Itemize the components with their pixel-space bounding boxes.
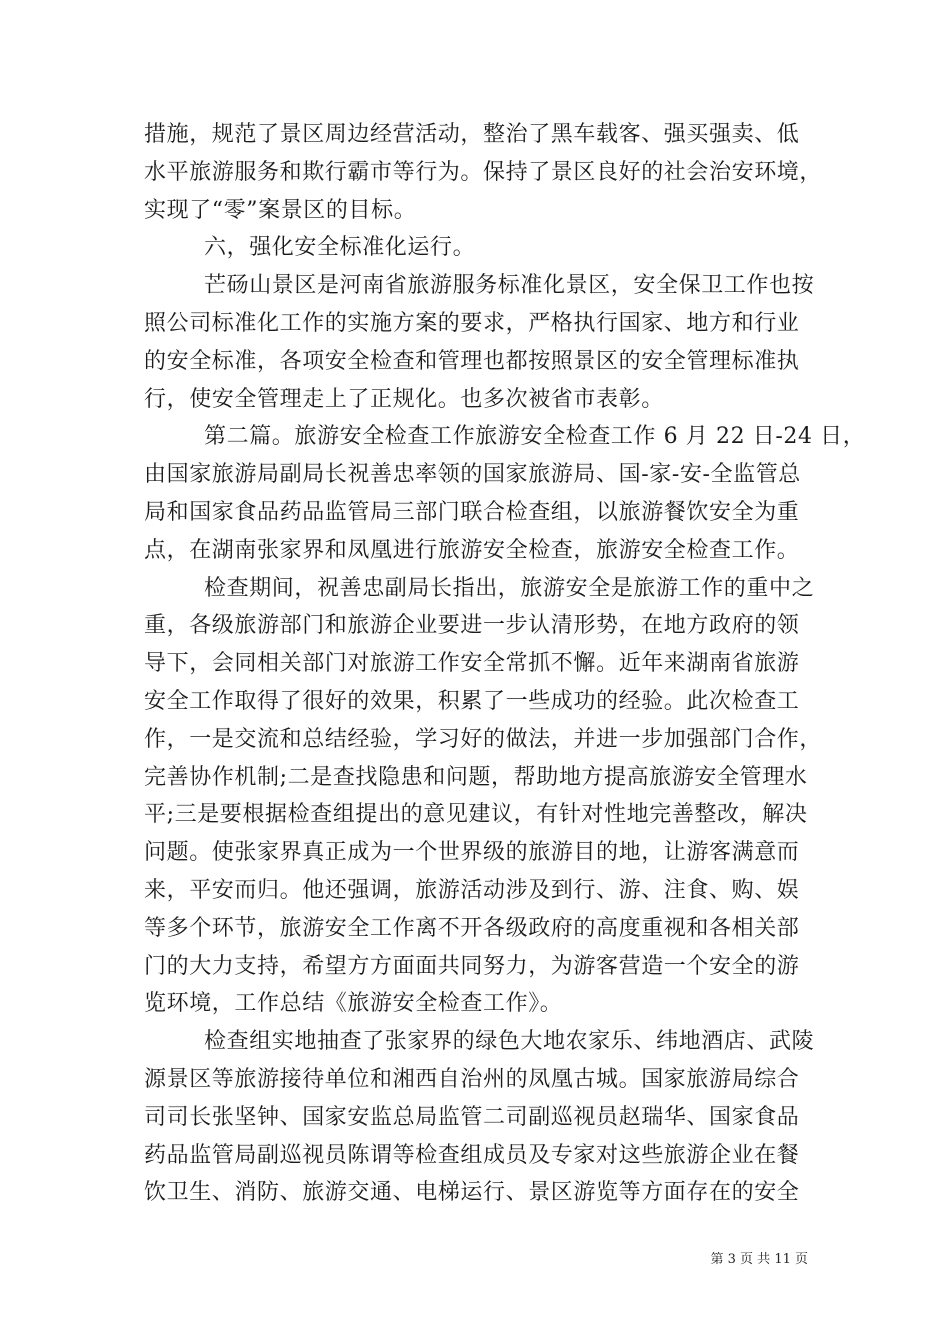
text-line: 局和国家食品药品监管局三部门联合检查组，以旅游餐饮安全为重 (144, 499, 800, 525)
page-number-footer: 第 3 页 共 11 页 (710, 1252, 808, 1267)
text-line: 完善协作机制;二是查找隐患和问题，帮助地方提高旅游安全管理水 (144, 764, 808, 790)
text-line: 检查期间，祝善忠副局长指出，旅游安全是旅游工作的重中之 (204, 575, 815, 601)
text-line: 门的大力支持，希望方方面面共同努力，为游客营造一个安全的游 (144, 953, 800, 979)
paragraph (144, 1023, 815, 1212)
text-line: 重，各级旅游部门和旅游企业要进一步认清形势，在地方政府的领 (144, 613, 800, 639)
text-line: 源景区等旅游接待单位和湘西自治州的凤凰古城。国家旅游局综合 (144, 1066, 800, 1092)
text-line: 作，一是交流和总结经验，学习好的做法，并进一步加强部门合作， (144, 726, 823, 752)
text-line: 等多个环节，旅游安全工作离不开各级政府的高度重视和各相关部 (144, 915, 800, 941)
text-line: 饮卫生、消防、旅游交通、电梯运行、景区游览等方面存在的安全 (144, 1180, 800, 1206)
text-line: 安全工作取得了很好的效果，积累了一些成功的经验。此次检查工 (144, 688, 800, 714)
text-line: 第二篇。旅游安全检查工作旅游安全检查工作 6 月 22 日-24 日， (204, 424, 866, 450)
text-line: 水平旅游服务和欺行霸市等行为。保持了景区良好的社会治安环境， (144, 159, 823, 185)
text-line: 药品监管局副巡视员陈谓等检查组成员及专家对这些旅游企业在餐 (144, 1142, 800, 1168)
text-line: 检查组实地抽查了张家界的绿色大地农家乐、纬地酒店、武陵 (204, 1029, 815, 1055)
paragraph (144, 229, 809, 267)
text-line: 来，平安而归。他还强调，旅游活动涉及到行、游、注食、购、娱 (144, 877, 800, 903)
text-line: 照公司标准化工作的实施方案的要求，严格执行国家、地方和行业 (144, 310, 800, 336)
text-line: 司司长张坚钟、国家安监总局监管二司副巡视员赵瑞华、国家食品 (144, 1104, 800, 1130)
text-line: 问题。使张家界真正成为一个世界级的旅游目的地，让游客满意而 (144, 840, 800, 866)
paragraph (144, 418, 866, 569)
text-line: 览环境，工作总结《旅游安全检查工作》。 (144, 991, 563, 1017)
paragraph (144, 570, 823, 1024)
text-line: 的安全标准，各项安全检查和管理也都按照景区的安全管理标准执 (144, 348, 800, 374)
text-line: 点，在湖南张家界和凤凰进行旅游安全检查，旅游安全检查工作。 (144, 537, 800, 563)
text-line: 导下，会同相关部门对旅游工作安全常抓不懈。近年来湖南省旅游 (144, 651, 800, 677)
paragraph (144, 267, 815, 418)
text-line: 六，强化安全标准化运行。 (204, 235, 476, 261)
text-line: 平;三是要根据检查组提出的意见建议，有针对性地完善整改，解决 (144, 802, 808, 828)
document-body (144, 116, 866, 1212)
paragraph (144, 116, 823, 229)
text-line: 行，使安全管理走上了正规化。也多次被省市表彰。 (144, 386, 664, 412)
text-line: 措施，规范了景区周边经营活动，整治了黑车载客、强买强卖、低 (144, 122, 800, 147)
text-line: 实现了“零”案景区的目标。 (144, 197, 417, 223)
text-line: 芒砀山景区是河南省旅游服务标准化景区，安全保卫工作也按 (204, 273, 815, 299)
text-line: 由国家旅游局副局长祝善忠率领的国家旅游局、国-家-安-全监管总 (144, 462, 801, 488)
